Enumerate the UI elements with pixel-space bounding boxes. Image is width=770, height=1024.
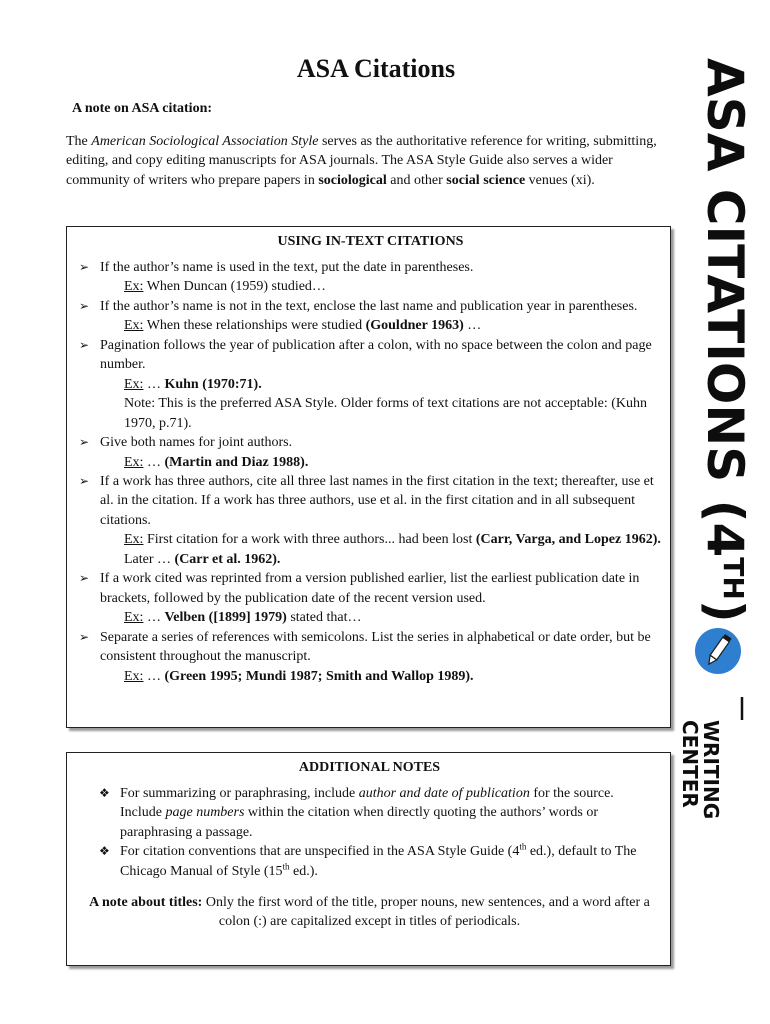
intext-heading: USING IN-TEXT CITATIONS <box>277 234 464 249</box>
list-item: ❖ For summarizing or paraphrasing, include author and date of publication for the source. Include page numbers within the citation when directly quoting the authors’ words or paraphrasing a passage. <box>99 786 614 840</box>
arrow-bullet-icon: ➢ <box>79 337 90 352</box>
list-item: ➢ If a work has three authors, cite all three last names in the first citation in the text; thereafter, use et al. in the citation. If a work has three authors, use et al. in the first citation and in all subsequent citations. Ex: First citation for a work with three authors... had been lost (Carr, Varga, and Lopez 1962). Later … (Carr et al. 1962). <box>79 473 661 567</box>
pencil-circle-icon <box>695 628 741 674</box>
additional-notes-box <box>66 752 671 966</box>
banner-title: ASA CITATIONS (4TH) <box>696 58 754 623</box>
arrow-bullet-icon: ➢ <box>79 473 90 488</box>
arrow-bullet-icon: ➢ <box>79 629 90 644</box>
center-label: CENTER <box>678 720 702 808</box>
side-banner <box>678 56 756 836</box>
page-title: ASA Citations <box>296 54 456 83</box>
titles-note: A note about titles: Only the first word of the title, proper nouns, new sentences, and a word after a colon (:) are capitalized except in titles of periodicals. <box>89 895 650 930</box>
list-item: ➢ If the author’s name is used in the text, put the date in parentheses. Ex: When Duncan (1959) studied… <box>79 260 474 295</box>
notes-heading: ADDITIONAL NOTES <box>298 760 441 775</box>
diamond-bullet-icon: ❖ <box>99 786 110 800</box>
diamond-bullet-icon: ❖ <box>99 844 110 859</box>
arrow-bullet-icon: ➢ <box>79 571 90 586</box>
intro-paragraph: The American Sociological Association Style serves as the authoritative reference for writing, submitting, editing, and copy editing manuscripts for ASA journals. The ASA Style Guide also serves a wider community of writers who prepare papers in sociological and other social science venues (xi). <box>66 134 657 188</box>
note-heading: A note on ASA citation: <box>72 101 213 116</box>
arrow-bullet-icon: ➢ <box>79 298 90 313</box>
side-banner-graphic <box>678 56 756 836</box>
arrow-bullet-icon: ➢ <box>79 260 90 274</box>
intext-list <box>79 258 662 686</box>
notes-list <box>81 784 658 881</box>
list-item: ➢ If a work cited was reprinted from a version published earlier, list the earliest publication date in brackets, followed by the publication date of the recent version used. Ex: … Velben ([1899] 1979) stated that… <box>79 571 640 626</box>
writing-label: WRITING <box>699 720 723 820</box>
arrow-bullet-icon: ➢ <box>79 435 90 450</box>
list-item: ➢ Pagination follows the year of publication after a colon, with no space between the colon and page number. Ex: … Kuhn (1970:71). Note: This is the preferred ASA Style. Older forms of text citations are not acceptable: (Kuhn 1970, p.71). <box>79 337 652 431</box>
list-item: ➢ If the author’s name is not in the text, enclose the last name and publication year in parentheses. Ex: When these relationships were studied (Gouldner 1963) … <box>79 298 638 334</box>
list-item: ➢ Separate a series of references with semicolons. List the series in alphabetical or date order, but be consistent throughout the manuscript. Ex: … (Green 1995; Mundi 1987; Smith and Wallop 1989). <box>79 629 651 684</box>
list-item: ➢ Give both names for joint authors. Ex: … (Martin and Diaz 1988). <box>79 435 309 470</box>
intext-citations-box <box>66 226 671 728</box>
list-item: ❖ For citation conventions that are unspecified in the ASA Style Guide (4th ed.), default to The Chicago Manual of Style (15th ed.). <box>99 841 637 879</box>
